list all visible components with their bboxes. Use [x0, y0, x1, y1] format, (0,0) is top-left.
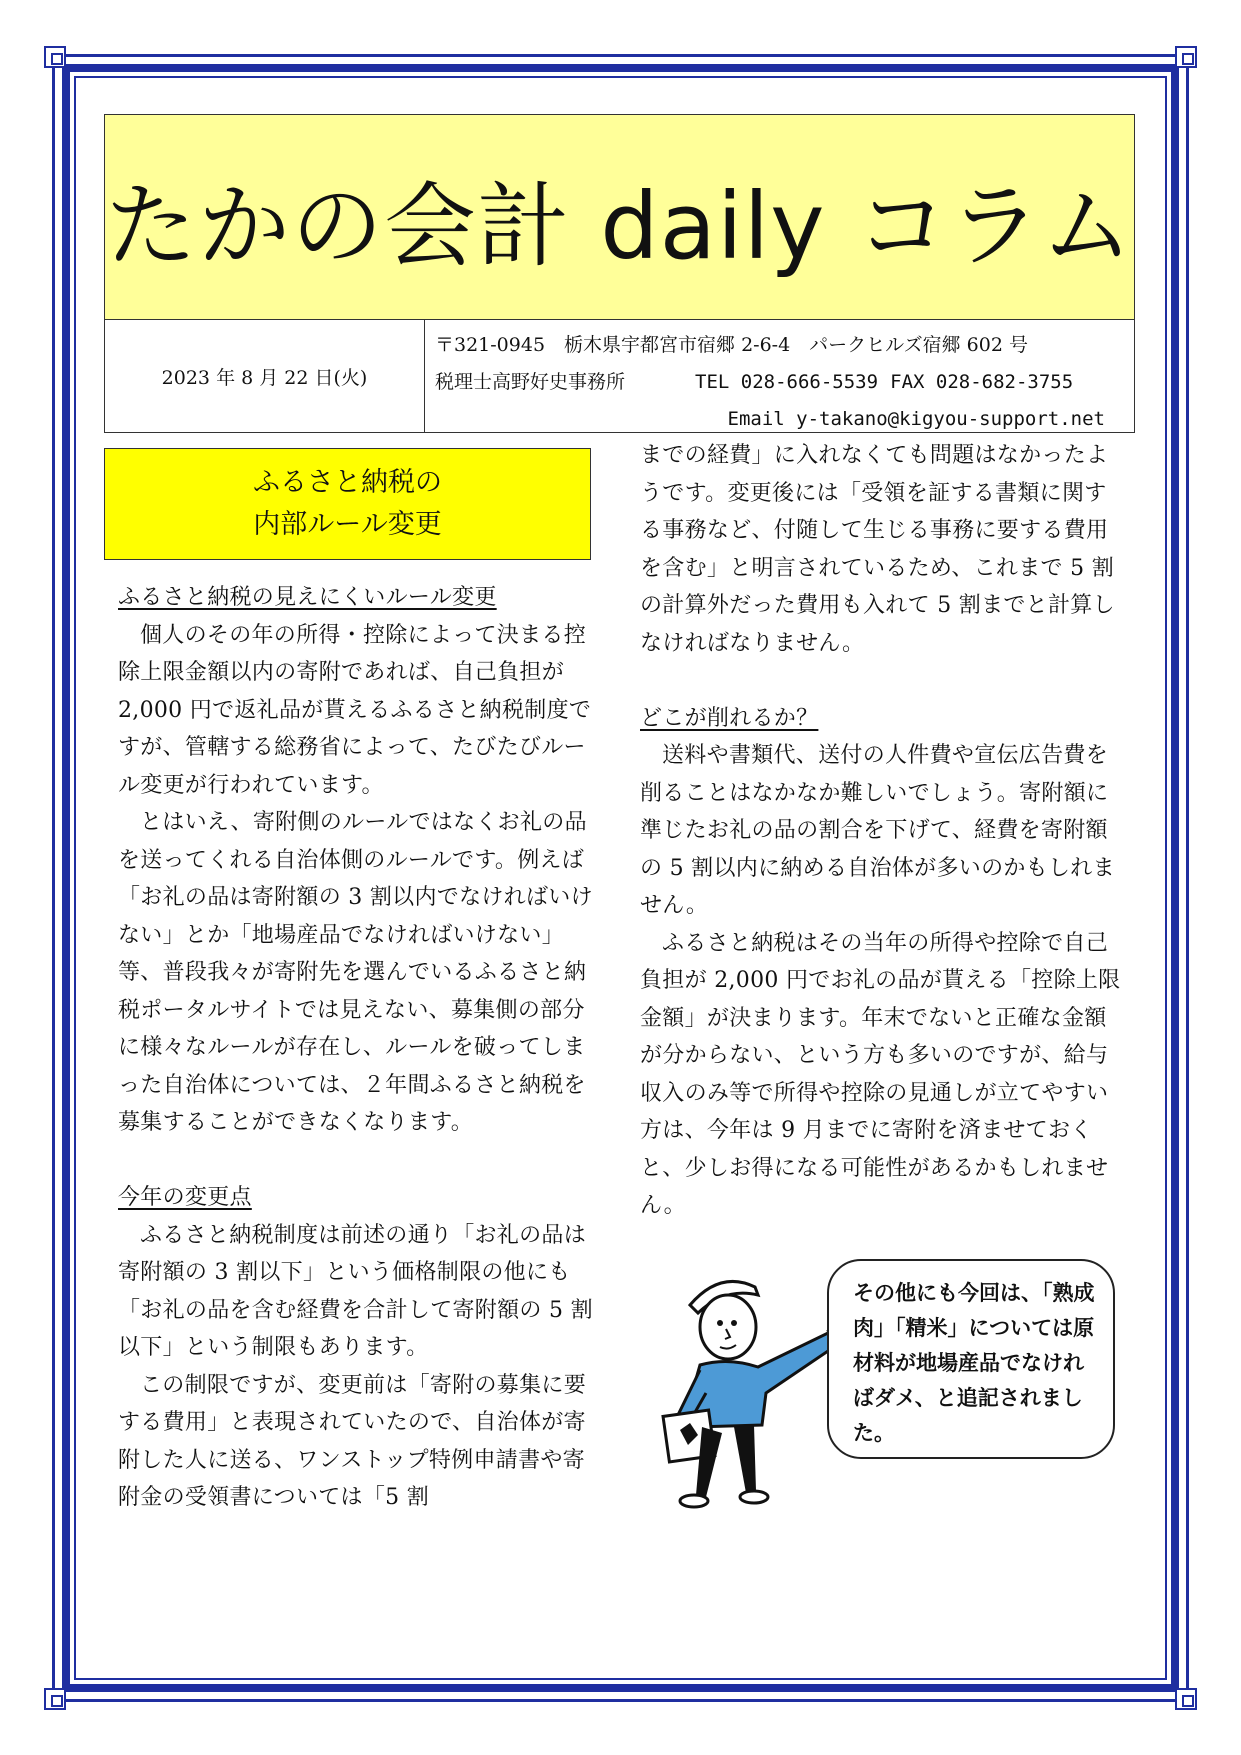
paragraph: 送料や書類代、送付の人件費や宣伝広告費を削ることはなかなか難しいでしょう。寄附額に準じたお礼の品の割合を下げて、経費を寄附額の 5 割以内に納める自治体が多いのかもしれません。	[640, 743, 1115, 918]
section-heading-what-can-be-cut: どこが削れるか？	[640, 705, 819, 731]
mascot-figure	[650, 1265, 850, 1525]
office-email: Email y-takano@kigyou-support.net	[727, 408, 1105, 430]
paragraph-continued: までの経費」に入れなくても問題はなかったようです。変更後には「受領を証する書類に関する事務など、付随して生じる事務に要する費用を含む」と明言されているため、これまで 5 割の計算外だった費用も入れて 5 割までと計算しなければなりません。	[640, 443, 1115, 656]
right-column	[640, 437, 1124, 1225]
office-name: 税理士高野好史事務所	[435, 371, 626, 393]
office-fax: FAX 028-682-3755	[890, 371, 1074, 393]
speech-bubble-text: その他にも今回は、「熟成肉」「精米」については原材料が地場産品でなければダメ、と追記されました。	[853, 1281, 1095, 1445]
paragraph: ふるさと納税制度は前述の通り「お礼の品は寄附額の 3 割以下」という価格制限の他にも「お礼の品を含む経費を合計して寄附額の 5 割以下」という制限もあります。	[118, 1222, 593, 1360]
paragraph: とはいえ、寄附側のルールではなくお礼の品を送ってくれる自治体側のルールです。例えば「お礼の品は寄附額の 3 割以内でなければいけない」とか「地場産品でなければいけない」等、普段我々が寄附先を選んでいるふるさと納税ポータルサイトでは見えない、募集側の部分に様々なルールが存在し、ルールを破ってしまった自治体については、２年間ふるさと納税を募集することができなくなります。	[118, 810, 593, 1135]
headline-line-2: 内部ルール変更	[253, 509, 442, 540]
newsletter-title: たかの会計 daily コラム	[105, 173, 1134, 280]
border-corner-top-right	[1175, 46, 1197, 68]
office-info	[435, 327, 1125, 438]
masthead	[104, 114, 1135, 433]
title-band	[105, 115, 1134, 320]
section-heading-this-year-changes: 今年の変更点	[118, 1185, 252, 1210]
office-contact-row	[435, 364, 1125, 401]
postal-address: 〒321-0945 栃木県宇都宮市宿郷 2-6-4 パークヒルズ宿郷 602 号	[435, 334, 1028, 356]
border-corner-bottom-right	[1175, 1688, 1197, 1710]
speech-bubble	[827, 1259, 1115, 1459]
headline-line-1: ふるさと納税の	[253, 467, 442, 498]
border-corner-top-left	[44, 46, 66, 68]
paragraph: この制限ですが、変更前は「寄附の募集に要する費用」と表現されていたので、自治体が寄附した人に送る、ワンストップ特例申請書や寄附金の受領書については「5 割	[118, 1372, 587, 1510]
article-headline	[104, 448, 591, 560]
paragraph: 個人のその年の所得・控除によって決まる控除上限金額以内の寄附であれば、自己負担が 2,000 円で返礼品が貰えるふるさと納税制度ですが、管轄する総務省によって、たびたびルール変更が行われています。	[118, 622, 592, 798]
office-tel: TEL 028-666-5539	[695, 371, 879, 393]
border-corner-bottom-left	[44, 1688, 66, 1710]
paragraph: ふるさと納税はその当年の所得や控除で自己負担が 2,000 円でお礼の品が貰える「控除上限金額」が決まります。年末でないと正確な金額が分からない、という方も多いのですが、給与収入のみ等で所得や控除の見通しが立てやすい方は、今年は 9 月までに寄附を済ませておくと、少しお得になる可能性があるかもしれません。	[640, 930, 1121, 1218]
left-column	[118, 579, 596, 1517]
issue-date	[105, 320, 425, 432]
issue-date-text: 2023 年 8 月 22 日(火)	[161, 366, 368, 389]
section-heading-hidden-rule-change: ふるさと納税の見えにくいルール変更	[118, 585, 497, 610]
